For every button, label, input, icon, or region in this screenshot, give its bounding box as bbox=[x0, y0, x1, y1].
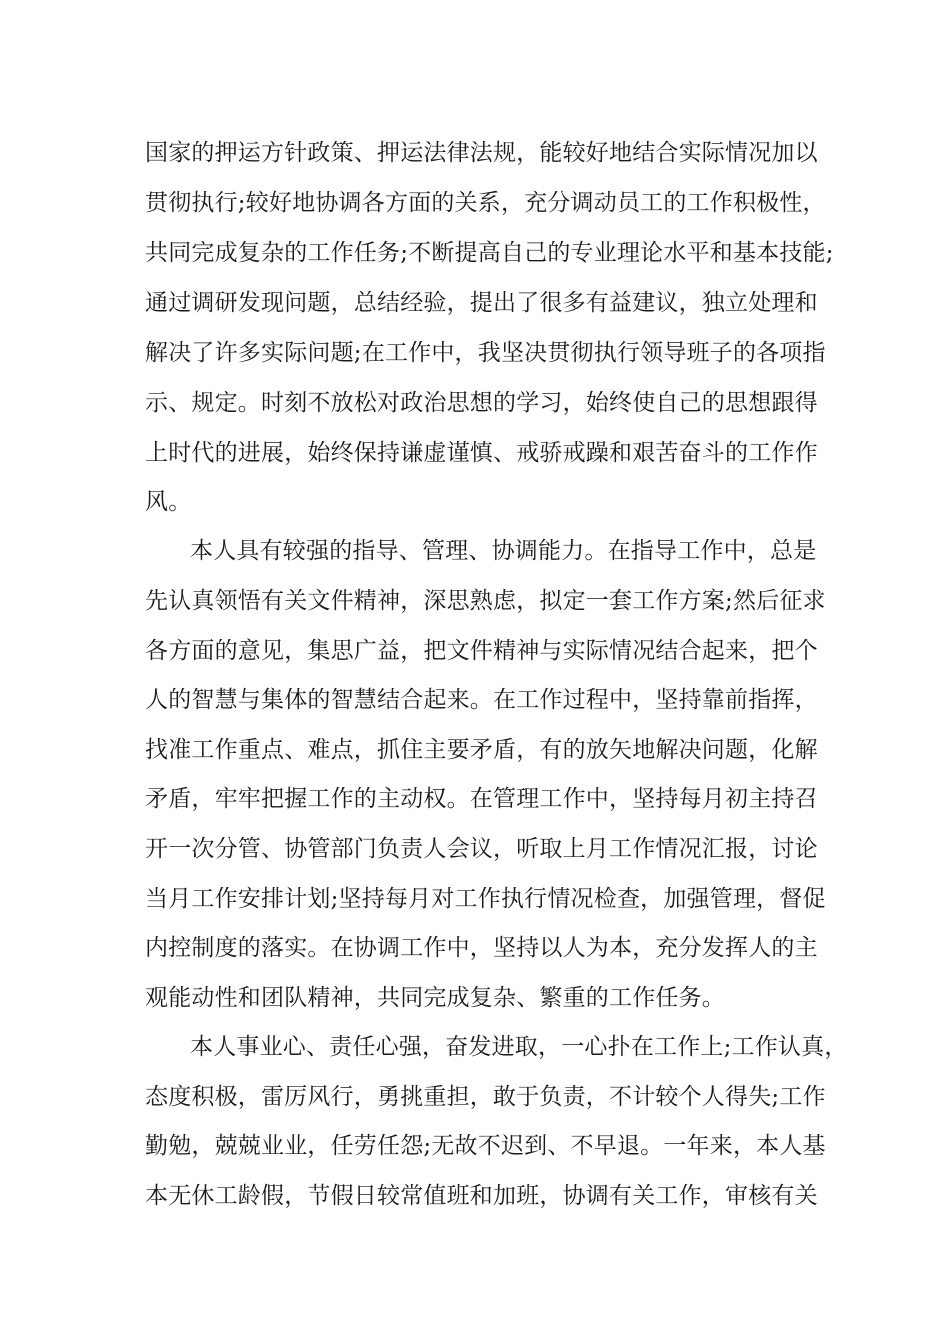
text-line: 找准工作重点、难点，抓住主要矛盾，有的放矢地解决问题，化解 bbox=[145, 737, 818, 763]
text-line: 通过调研发现问题，总结经验，提出了很多有益建议，独立处理和 bbox=[145, 290, 818, 316]
text-line: 国家的押运方针政策、押运法律法规，能较好地结合实际情况加以 bbox=[145, 140, 818, 166]
paragraph-first-line: 本人具有较强的指导、管理、协调能力。在指导工作中，总是 bbox=[190, 538, 817, 564]
text-line: 人的智慧与集体的智慧结合起来。在工作过程中，坚持靠前指挥， bbox=[145, 687, 818, 713]
text-line: 开一次分管、协管部门负责人会议，听取上月工作情况汇报，讨论 bbox=[145, 836, 818, 862]
text-line: 当月工作安排计划;坚持每月对工作执行情况检查，加强管理，督促 bbox=[145, 886, 826, 912]
text-line: 观能动性和团队精神，共同完成复杂、繁重的工作任务。 bbox=[145, 985, 725, 1011]
text-line: 本无休工龄假，节假日较常值班和加班，协调有关工作，审核有关 bbox=[145, 1183, 818, 1209]
text-line: 解决了许多实际问题;在工作中，我坚决贯彻执行领导班子的各项指 bbox=[145, 340, 826, 366]
text-line: 勤勉，兢兢业业，任劳任怨;无故不迟到、不早退。一年来，本人基 bbox=[145, 1133, 826, 1159]
text-line: 示、规定。时刻不放松对政治思想的学习，始终使自己的思想跟得 bbox=[145, 390, 818, 416]
text-line: 先认真领悟有关文件精神，深思熟虑，拟定一套工作方案;然后征求 bbox=[145, 588, 826, 614]
text-line: 上时代的进展，始终保持谦虚谨慎、戒骄戒躁和艰苦奋斗的工作作 bbox=[145, 440, 818, 466]
paragraph-first-line: 本人事业心、责任心强，奋发进取，一心扑在工作上;工作认真， bbox=[190, 1034, 848, 1060]
text-line: 各方面的意见，集思广益，把文件精神与实际情况结合起来，把个 bbox=[145, 638, 818, 664]
text-line: 贯彻执行;较好地协调各方面的关系，充分调动员工的工作积极性， bbox=[145, 190, 826, 216]
text-line: 矛盾，牢牢把握工作的主动权。在管理工作中，坚持每月初主持召 bbox=[145, 786, 818, 812]
text-line: 共同完成复杂的工作任务;不断提高自己的专业理论水平和基本技能; bbox=[145, 240, 834, 266]
text-line: 态度积极，雷厉风行，勇挑重担，敢于负责，不计较个人得失;工作 bbox=[145, 1084, 826, 1110]
text-line: 风。 bbox=[145, 489, 192, 515]
text-line: 内控制度的落实。在协调工作中，坚持以人为本，充分发挥人的主 bbox=[145, 935, 818, 961]
